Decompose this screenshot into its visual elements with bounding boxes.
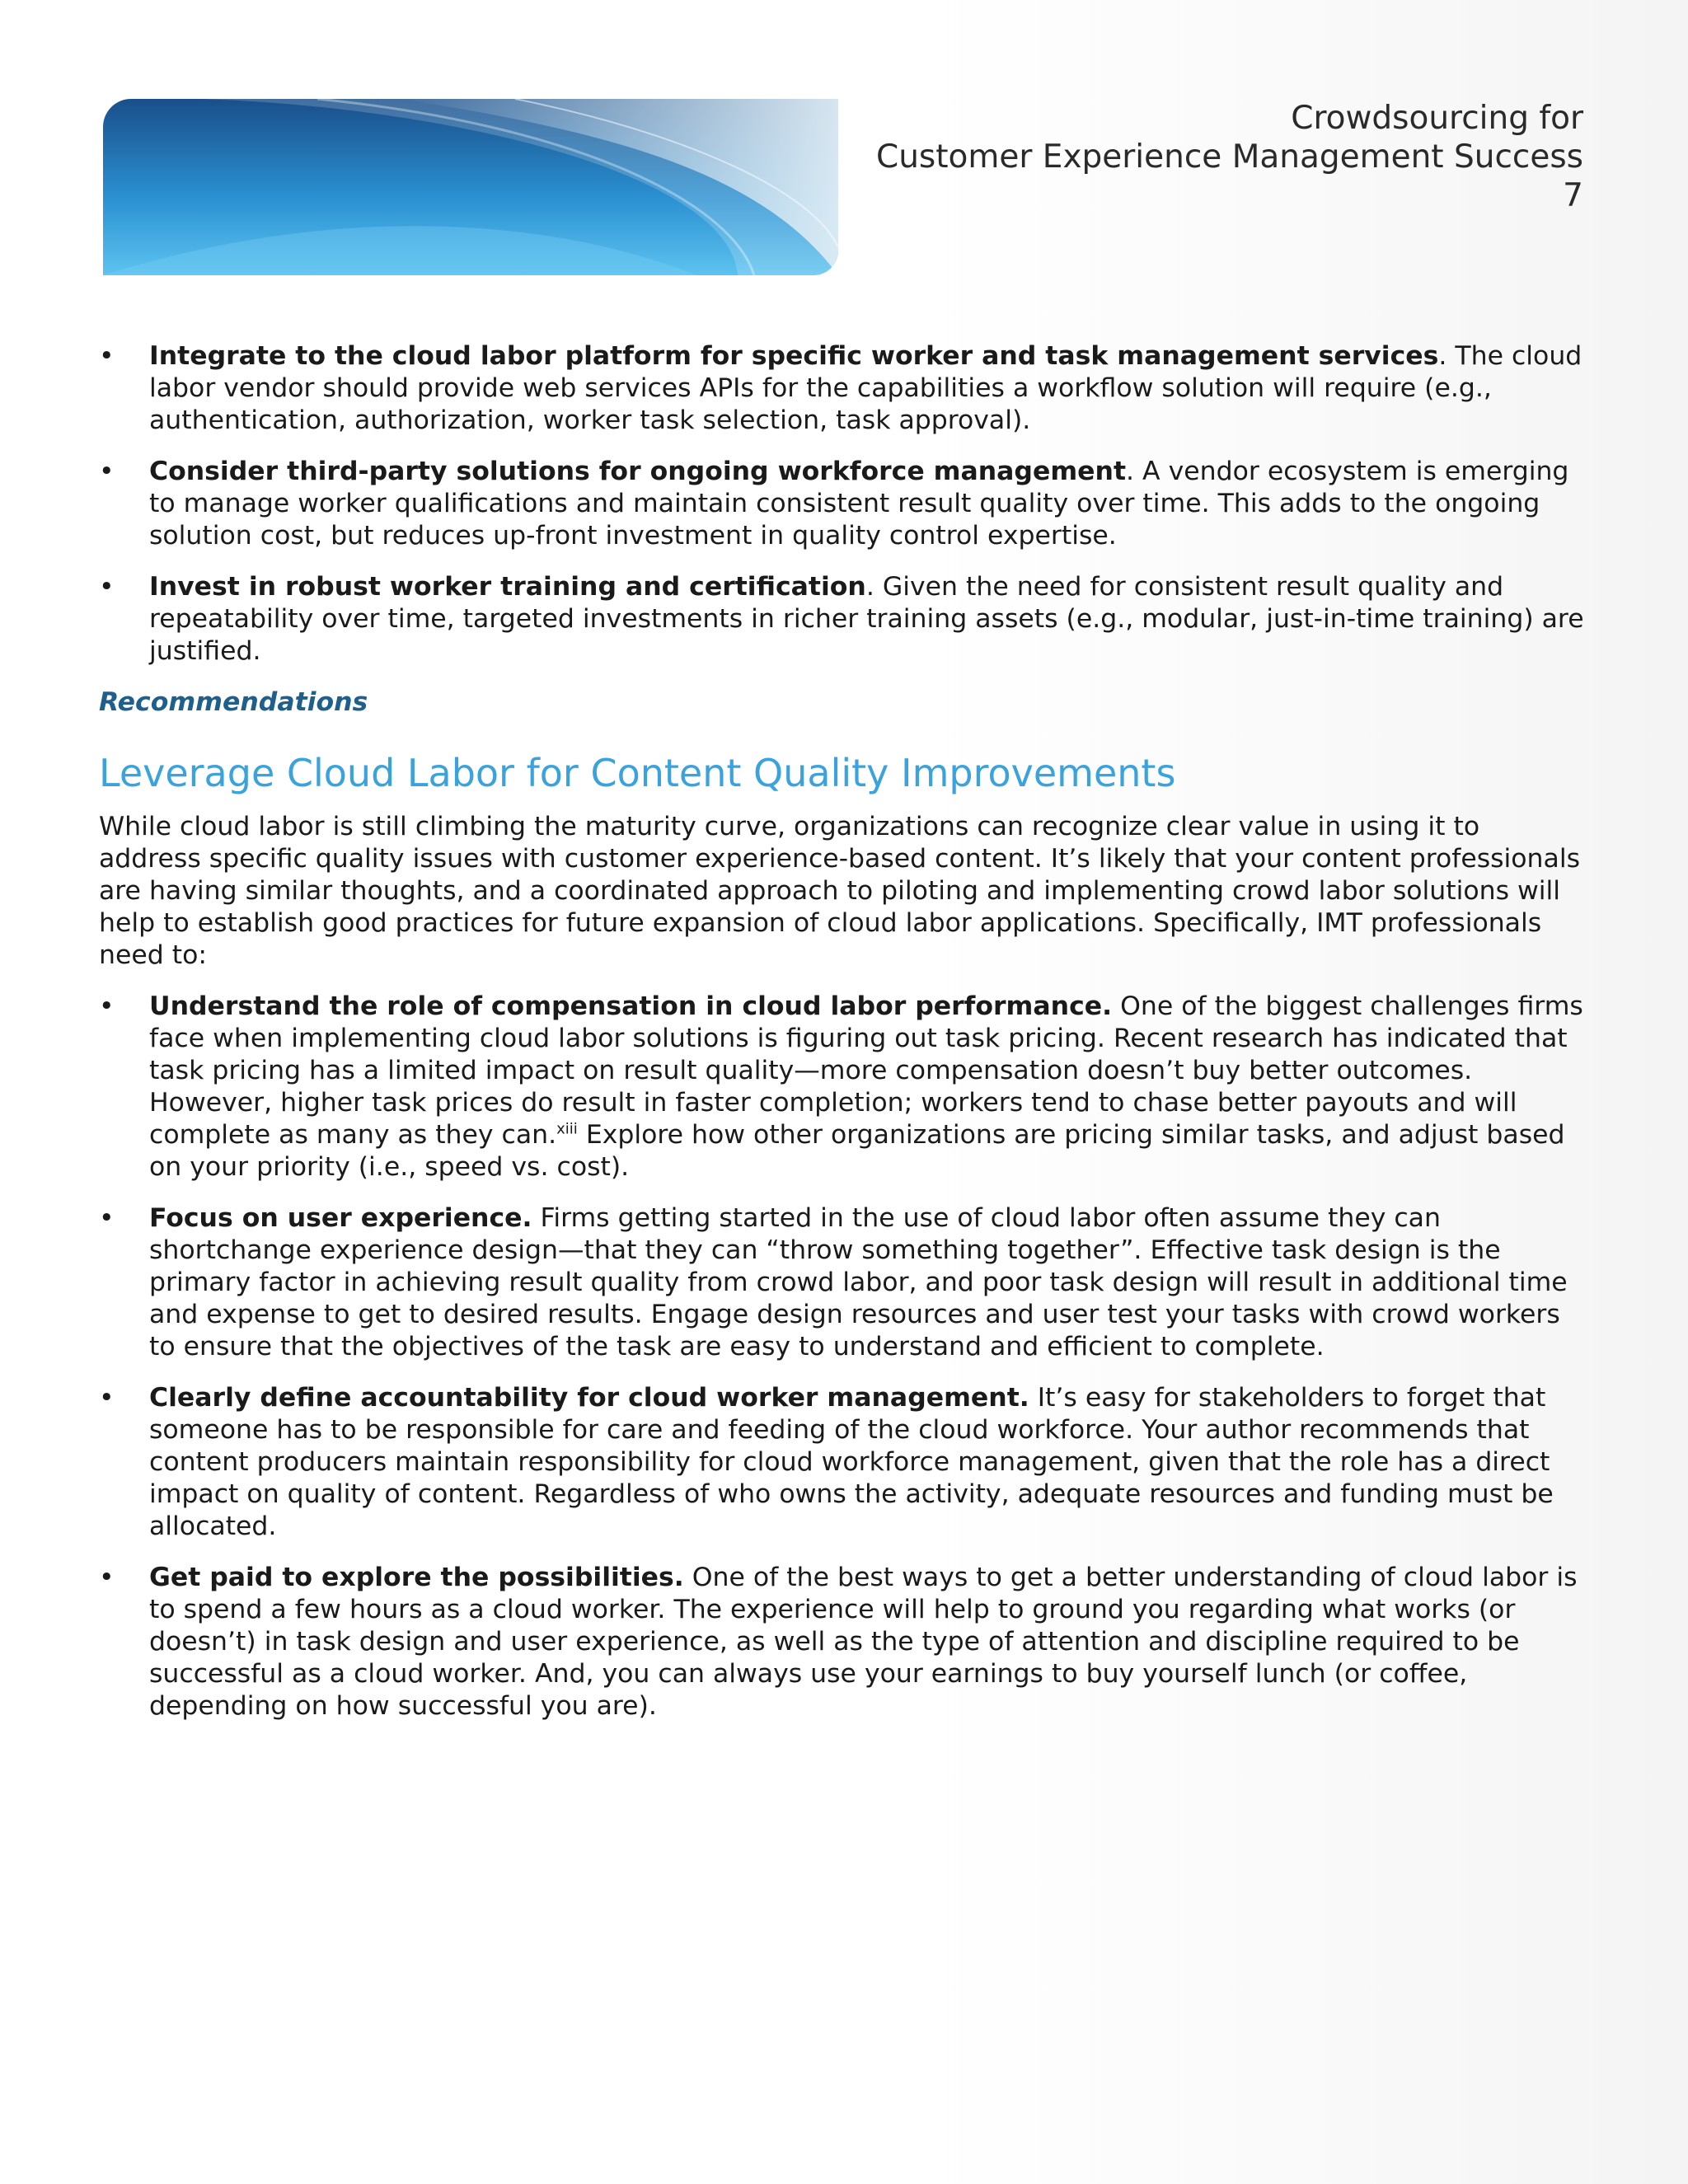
bullet-icon: • [99,457,115,486]
header-title-line-2: Customer Experience Management Success [875,138,1583,176]
main-content [99,340,1589,1741]
recommendation-bullet-list [99,991,1589,1722]
bullet-body-continued: Explore how other organizations are pricing similar tasks, and adjust based on your priority (i.e., speed vs. cost). [149,1120,1565,1182]
list-item [99,571,1589,668]
bullet-icon: • [99,341,115,371]
bullet-icon: • [99,572,115,602]
bullet-icon: • [99,991,115,1021]
bullet-body: One of the biggest challenges firms face when implementing cloud labor solutions is figuring out task pricing. Recent research has indicated that task pricing has a limited impact on result quality—more compensation doesn’t buy better outcomes. However, higher task prices do result in faster completion; workers tend to chase better payouts and will complete as many as they can. [149,991,1583,1150]
list-item [99,1202,1589,1363]
bullet-icon: • [99,1203,115,1233]
document-header [876,99,1583,215]
footnote-reference[interactable]: xiii [556,1120,578,1138]
bullet-icon: • [99,1383,115,1413]
bullet-body: . A vendor ecosystem is emerging to manage worker qualifications and maintain consistent result quality over time. This adds to the ongoing solution cost, but reduces up-front investment in quality control expertise. [149,457,1569,551]
bullet-lead: Invest in robust worker training and certification [149,572,866,602]
list-item [99,1562,1589,1722]
bullet-body: . The cloud labor vendor should provide web services APIs for the capabilities a workflow solution will require (e.g., authentication, authorization, worker task selection, task approval). [149,341,1582,435]
top-bullet-list [99,340,1589,668]
bullet-lead: Get paid to explore the possibilities. [149,1563,684,1592]
header-banner-svg [103,99,838,275]
bullet-icon: • [99,1563,115,1592]
section-heading: Leverage Cloud Labor for Content Quality Improvements [99,751,1176,795]
bullet-lead: Focus on user experience. [149,1203,532,1233]
bullet-body: Firms getting started in the use of cloud labor often assume they can shortchange experience design—that they can “throw something together”. Effective task design is the primary factor in achieving result quality from crowd labor, and poor task design will result in additional time and expense to get to desired results. Engage design resources and user test your tasks with crowd workers to ensure that the objectives of the task are easy to understand and efficient to complete. [149,1203,1568,1361]
bullet-body: It’s easy for stakeholders to forget that someone has to be responsible for care and feeding of the cloud workforce. Your author recommends that content producers maintain responsibility for cloud workforce management, given that the role has a direct impact on quality of content. Regardless of who owns the activity, adequate resources and funding must be allocated. [149,1383,1554,1541]
bullet-lead: Understand the role of compensation in cloud labor performance. [149,991,1113,1021]
bullet-body: One of the best ways to get a better understanding of cloud labor is to spend a few hours as a cloud worker. The experience will help to ground you regarding what works (or doesn’t) in task design and user experience, as well as the type of attention and discipline required to be successful as a cloud worker. And, you can always use your earnings to buy yourself lunch (or coffee, depending on how successful you are). [149,1563,1578,1721]
bullet-lead: Integrate to the cloud labor platform for specific worker and task management services [149,341,1439,371]
bullet-body: . Given the need for consistent result quality and repeatability over time, targeted investments in richer training assets (e.g., modular, just-in-time training) are justified. [149,572,1584,666]
header-banner-graphic [103,99,838,275]
list-item [99,1382,1589,1543]
list-item [99,340,1589,437]
header-title-line-1: Crowdsourcing for [1291,100,1583,137]
list-item [99,456,1589,552]
page-number: 7 [1563,177,1583,214]
list-item [99,991,1589,1183]
section-intro-paragraph: While cloud labor is still climbing the maturity curve, organizations can recognize clear value in using it to address specific quality issues with customer experience-based content. It’s likely that your content professionals are having similar thoughts, and a coordinated approach to piloting and implementing crowd labor solutions will help to establish good practices for future expansion of cloud labor applications. Specifically, IMT professionals need to: [99,812,1580,970]
bullet-lead: Clearly define accountability for cloud worker management. [149,1383,1029,1413]
recommendations-label: Recommendations [99,687,368,717]
bullet-lead: Consider third-party solutions for ongoing workforce management [149,457,1127,486]
